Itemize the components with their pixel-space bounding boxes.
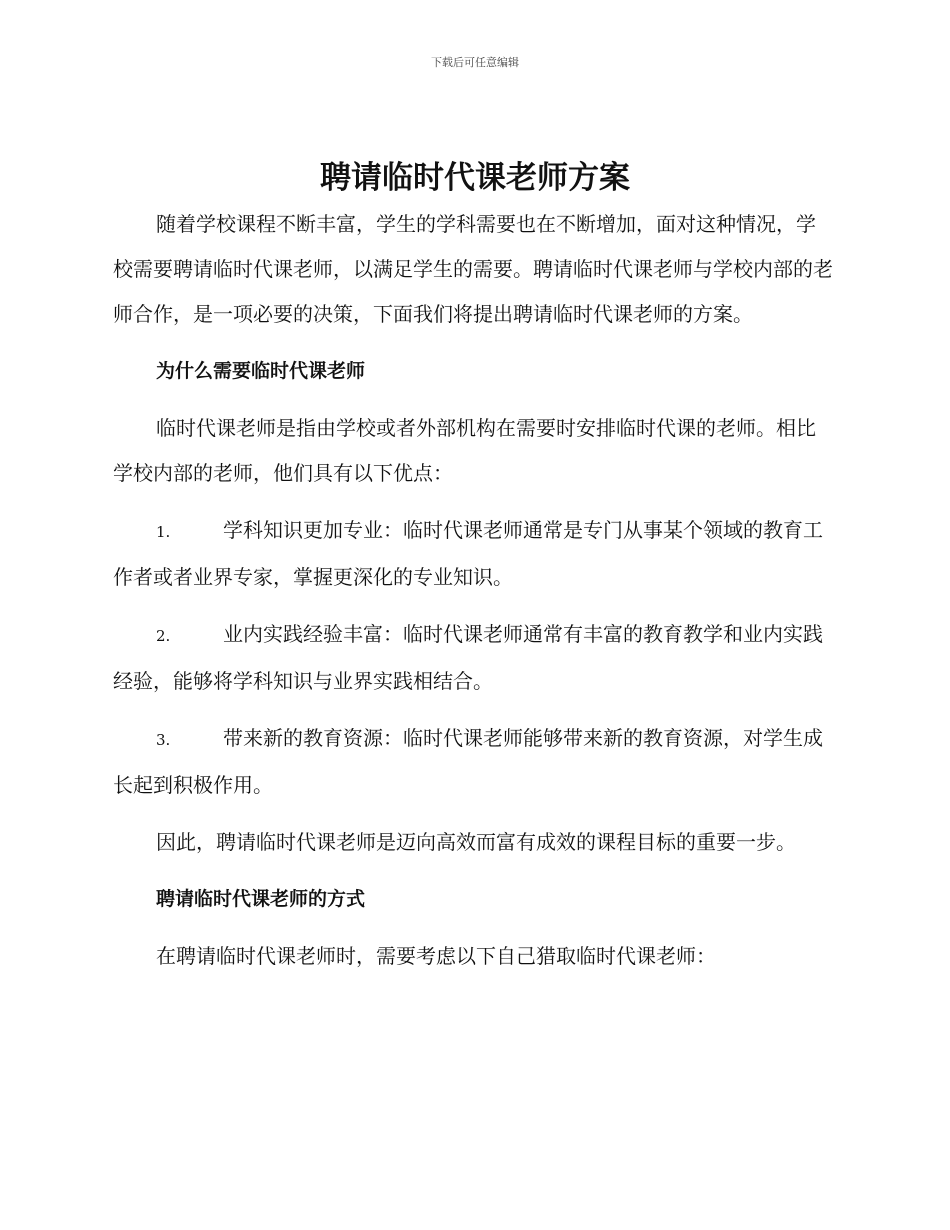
header-note: 下载后可任意编辑 (431, 56, 519, 69)
list-item-text: 带来新的教育资源：临时代课老师能够带来新的教育资源，对学生成长起到积极作用。 (113, 726, 823, 797)
document-body (113, 202, 835, 991)
list-item-text: 学科知识更加专业：临时代课老师通常是专门从事某个领域的教育工作者或者业界专家，掌握更深化的专业知识。 (113, 518, 823, 589)
list-item (113, 612, 835, 704)
intro-paragraph: 随着学校课程不断丰富，学生的学科需要也在不断增加，面对这种情况，学校需要聘请临时代课老师，以满足学生的需要。聘请临时代课老师与学校内部的老师合作，是一项必要的决策，下面我们将提出聘请临时代课老师的方案。 (113, 212, 833, 326)
list-number: 1. (156, 523, 171, 541)
section-methods-paragraph: 在聘请临时代课老师时，需要考虑以下自己猎取临时代课老师： (156, 944, 716, 968)
list-item-text: 业内实践经验丰富：临时代课老师通常有丰富的教育教学和业内实践经验，能够将学科知识与业界实践相结合。 (113, 622, 823, 693)
section-heading-methods: 聘请临时代课老师的方式 (156, 888, 366, 910)
conclusion-paragraph: 因此，聘请临时代课老师是迈向高效而富有成效的课程目标的重要一步。 (156, 830, 796, 854)
list-number: 2. (156, 627, 171, 645)
list-number: 3. (156, 731, 171, 749)
document-title: 聘请临时代课老师方案 (320, 160, 630, 196)
list-item (113, 508, 835, 600)
section-why-paragraph: 临时代课老师是指由学校或者外部机构在需要时安排临时代课的老师。相比学校内部的老师，他们具有以下优点： (113, 416, 816, 485)
section-heading-why: 为什么需要临时代课老师 (156, 360, 366, 382)
list-item (113, 716, 835, 808)
